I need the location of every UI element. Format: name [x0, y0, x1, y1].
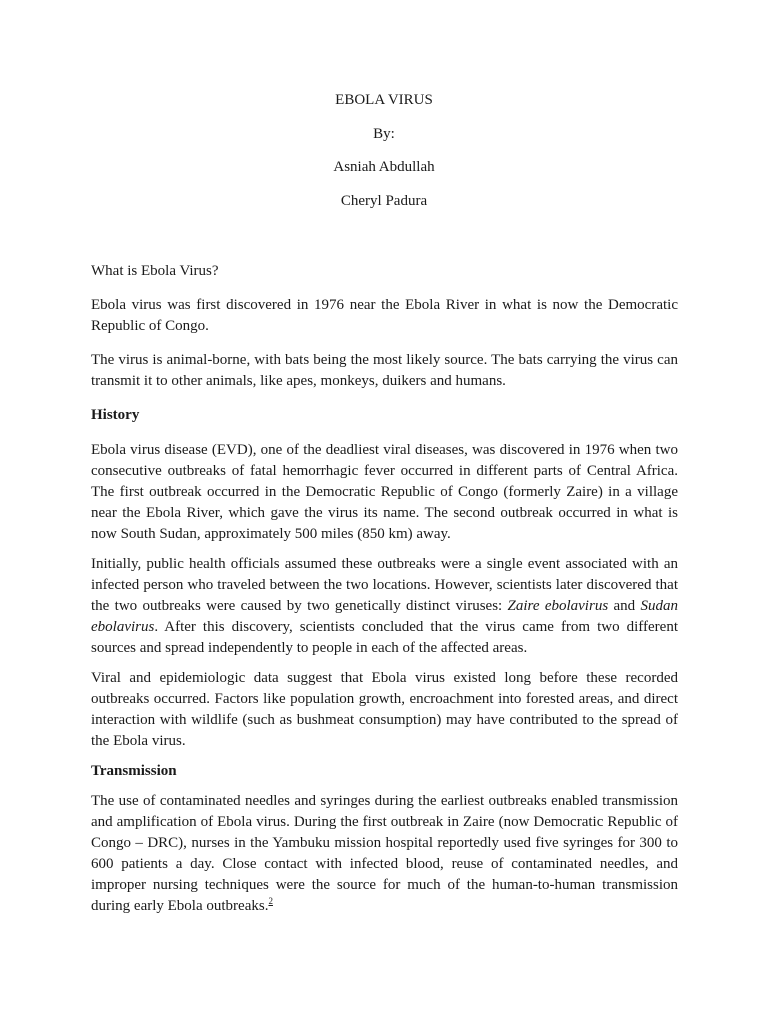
paragraph: Viral and epidemiologic data suggest that Ebola virus existed long before these recorded outbreaks occurred. Factors like population growth, encroachment into forested areas, and direct interaction with wildlife (such as bushmeat consumption) may have contributed to the spread of the Ebola virus.: [91, 670, 678, 749]
paragraph: [91, 791, 678, 917]
document-title: EBOLA VIRUS: [335, 92, 433, 108]
footnote-link[interactable]: 2: [268, 896, 273, 906]
section-question: What is Ebola Virus?: [91, 263, 219, 279]
paragraph: [91, 554, 678, 659]
species-name: Sudan ebolavirus: [91, 598, 678, 635]
author-name: Cheryl Padura: [340, 193, 428, 209]
paragraph: The virus is animal-borne, with bats being the most likely source. The bats carrying the virus can transmit it to other animals, like apes, monkeys, duikers and humans.: [91, 352, 678, 389]
section-heading-transmission: Transmission: [91, 763, 177, 779]
byline-label: By:: [373, 126, 395, 142]
paragraph-text: and: [608, 598, 641, 614]
paragraph-text: Initially, public health officials assumed these outbreaks were a single event associated with an infected person who traveled between the two locations. However, scientists later discovered that the two outbreaks were caused by two genetically distinct viruses:: [91, 556, 678, 614]
paragraph-text: . After this discovery, scientists concluded that the virus came from two different sources and spread independently to people in each of the affected areas.: [91, 619, 678, 656]
document-body: [91, 261, 678, 917]
author-name: Asniah Abdullah: [333, 159, 435, 175]
paragraph: Ebola virus was first discovered in 1976 near the Ebola River in what is now the Democratic Republic of Congo.: [91, 297, 678, 334]
species-name: Zaire ebolavirus: [507, 598, 609, 614]
section-heading-history: History: [91, 407, 140, 423]
paragraph-text: The use of contaminated needles and syringes during the earliest outbreaks enabled transmission and amplification of Ebola virus. During the first outbreak in Zaire (now Democratic Republic of Congo – DRC), nurses in the Yambuku mission hospital reportedly used five syringes for 300 to 600 patients a day. Close contact with infected blood, reuse of contaminated needles, and improper nursing techniques were the source for much of the human-to-human transmission during early Ebola outbreaks.: [91, 793, 678, 914]
paragraph: Ebola virus disease (EVD), one of the deadliest viral diseases, was discovered in 1976 when two consecutive outbreaks of fatal hemorrhagic fever occurred in different parts of Central Africa. The first outbreak occurred in the Democratic Republic of Congo (formerly Zaire) in a village near the Ebola River, which gave the virus its name. The second outbreak occurred in what is now South Sudan, approximately 500 miles (850 km) away.: [91, 442, 678, 542]
